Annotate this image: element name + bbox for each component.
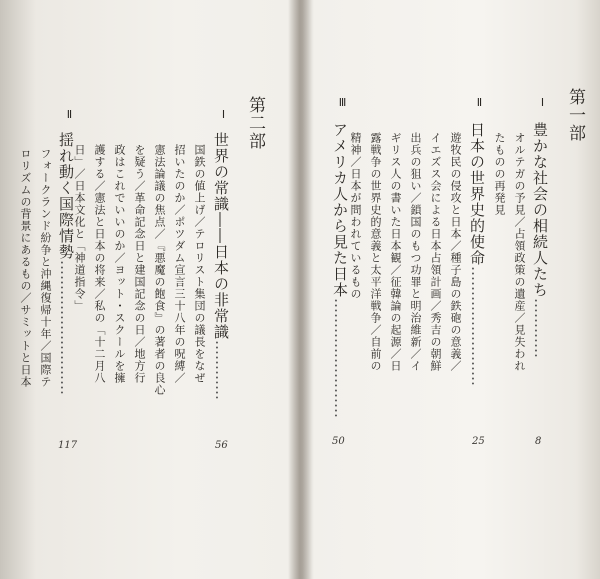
section-desc-line: 招いたのか／ポツダム宣言三十八年の呪縛／ <box>173 144 186 384</box>
page-number: 50 <box>332 436 345 447</box>
section-desc-line: 憲法論議の焦点／『悪魔の飽食』の著者の良心 <box>153 144 166 396</box>
section-desc-line: ロリズムの背景にあるもの／サミットと日本 <box>19 148 32 388</box>
section-desc-line: オルテガの予見／占領政策の遺産／見失われ <box>513 132 526 372</box>
part-two-label: 第二部 <box>245 96 265 150</box>
section-desc-line: 国鉄の値上げ／テロリスト集団の議長をなぜ <box>193 144 206 384</box>
section-desc-line: を疑う／革命記念日と建国記念の日／地方行 <box>133 144 146 384</box>
section-title: アメリカ人から見た日本…………………… <box>331 122 349 418</box>
page-number: 8 <box>535 436 542 447</box>
section-numeral: Ⅱ <box>63 108 76 121</box>
part-one-label: 第一部 <box>565 88 585 142</box>
page-number: 56 <box>215 440 228 451</box>
section-desc-line: 日」／日本文化と「神道指令」 <box>73 144 86 312</box>
section-desc-line: 精神／日本が問われているもの <box>349 132 362 300</box>
section-desc-line: イエズス会による日本占領計画／秀吉の朝鮮 <box>429 132 442 372</box>
book-gutter <box>288 0 314 579</box>
section-desc-line: 出兵の狙い／鎖国のもつ功罪と明治維新／イ <box>409 132 422 372</box>
section-title: 世界の常識――日本の非常識………… <box>212 132 230 400</box>
page-number: 25 <box>472 436 485 447</box>
section-numeral: Ⅲ <box>336 96 349 109</box>
section-numeral: Ⅰ <box>217 108 230 121</box>
section-desc-line: ギリス人の書いた日本観／征韓論の起源／日 <box>389 132 402 372</box>
section-desc-line: たものの再発見 <box>493 132 506 216</box>
section-numeral: Ⅱ <box>473 96 486 109</box>
section-desc-line: フォークランド紛争と沖縄復帰十年／国際テ <box>39 148 52 388</box>
section-title: 豊かな社会の相続人たち………… <box>531 122 549 358</box>
section-desc-line: 遊牧民の侵攻と日本／種子島の鉄砲の意義／ <box>449 132 462 372</box>
section-desc-line: 政はこれでいいのか／ヨット・スクールを擁 <box>113 144 126 384</box>
section-desc-line: 露戦争の世界史的意義と太平洋戦争／自前の <box>369 132 382 372</box>
section-title: 揺れ動く国際情勢……………………… <box>57 132 75 395</box>
section-numeral: Ⅰ <box>536 96 549 109</box>
section-desc-line: 護する／憲法と日本の将来／私の「十二月八 <box>93 144 106 384</box>
section-title: 日本の世界史的使命…………………… <box>468 122 486 386</box>
page-number: 117 <box>58 440 78 451</box>
